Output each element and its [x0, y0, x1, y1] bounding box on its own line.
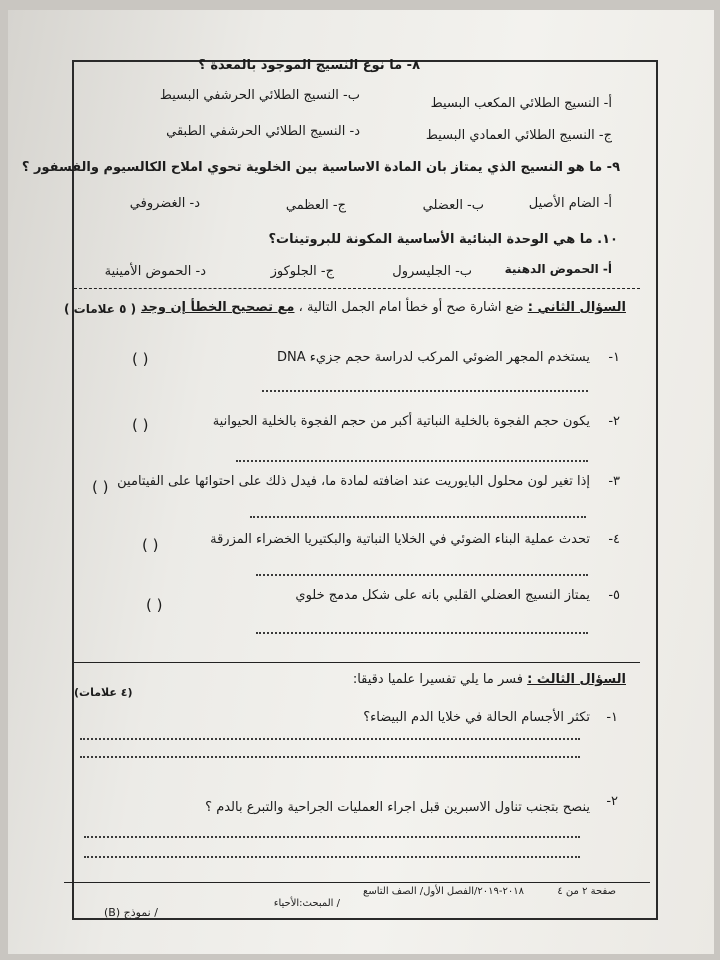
- q8-title: ٨- ما نوع النسيج الموجود بالمعدة ؟: [198, 58, 420, 73]
- q10-option-b: ب- الجليسرول: [392, 264, 472, 279]
- q8-option-d: د- النسيج الطلائي الحرشفي الطبقي: [166, 124, 360, 139]
- section2-instruction-bold: مع تصحيح الخطأ إن وجد: [140, 300, 295, 315]
- s2-item-3-correction-line[interactable]: [250, 516, 586, 518]
- footer-course-info: ٢٠١٨-٢٠١٩/الفصل الأول/ الصف التاسع: [363, 886, 524, 897]
- section2-heading: السؤال الثاني :: [527, 300, 626, 315]
- s3-item-2-text: ينصح بتجنب تناول الاسبرين قبل اجراء العمليات الجراحية والتبرع بالدم ؟: [205, 800, 590, 815]
- s2-item-4-num: ٤-: [608, 532, 620, 547]
- q10-option-c: ج- الجلوكوز: [270, 264, 334, 279]
- footer-model: / نموذج (B): [104, 906, 158, 919]
- s2-item-2-correction-line[interactable]: [236, 460, 588, 462]
- s3-item-2-answer-line-2[interactable]: [84, 856, 580, 858]
- section2-marks: ( ٥ علامات ): [64, 302, 137, 316]
- footer-divider: [64, 882, 650, 883]
- q9-option-b: ب- العضلي: [422, 198, 484, 213]
- s2-item-1-num: ١-: [608, 350, 620, 365]
- q8-option-b: ب- النسيج الطلائي الحرشفي البسيط: [159, 88, 360, 103]
- q10-title: ١٠. ما هي الوحدة البنائية الأساسية المكونة للبروتينات؟: [268, 232, 618, 247]
- section2-header: [141, 300, 626, 315]
- s3-item-1-answer-line-2[interactable]: [80, 756, 580, 758]
- footer-subject: / المبحث:الأحياء: [273, 898, 340, 909]
- s2-item-1-correction-line[interactable]: [262, 390, 588, 392]
- section3-heading: السؤال الثالث :: [527, 672, 626, 687]
- s3-item-1-num: ١-: [606, 710, 618, 725]
- section3-marks: (٤ علامات): [74, 686, 133, 699]
- s2-item-4-answer-box[interactable]: ( ): [142, 536, 159, 554]
- q9-option-d: د- الغضروفي: [129, 196, 200, 211]
- s3-item-2-num: ٢-: [606, 794, 618, 809]
- s2-item-5-num: ٥-: [608, 588, 620, 603]
- section3-instruction: فسر ما يلي تفسيرا علميا دقيقا:: [352, 672, 523, 687]
- s2-item-2-text: يكون حجم الفجوة بالخلية النباتية أكبر من حجم الفجوة بالخلية الحيوانية: [212, 414, 590, 429]
- s3-item-1-answer-line-1[interactable]: [80, 738, 580, 740]
- s2-item-4-correction-line[interactable]: [256, 574, 588, 576]
- s2-item-2-answer-box[interactable]: ( ): [132, 416, 149, 434]
- s2-item-3-num: ٣-: [608, 474, 620, 489]
- s2-item-5-correction-line[interactable]: [256, 632, 588, 634]
- footer-page-number: صفحة ٢ من ٤: [557, 886, 616, 897]
- s3-item-1-text: تكثر الأجسام الحالة في خلايا الدم البيضاء؟: [363, 710, 590, 725]
- q10-option-d: د- الحموض الأمينية: [104, 264, 206, 279]
- s2-item-5-answer-box[interactable]: ( ): [146, 596, 163, 614]
- q9-title: ٩- ما هو النسيج الذي يمتاز بان المادة الاساسية بين الخلوية تحوي املاح الكالسيوم والفسفور ؟: [21, 160, 620, 175]
- q9-option-c: ج- العظمي: [285, 198, 346, 213]
- q8-option-c: ج- النسيج الطلائي العمادي البسيط: [425, 128, 612, 143]
- s2-item-5-text: يمتاز النسيج العضلي القلبي بانه على شكل مدمج خلوي: [295, 588, 590, 603]
- q10-option-a: أ- الحموض الدهنية: [504, 262, 612, 276]
- s2-item-2-num: ٢-: [608, 414, 620, 429]
- s3-item-2-answer-line-1[interactable]: [84, 836, 580, 838]
- s2-item-1-text: يستخدم المجهر الضوئي المركب لدراسة حجم جزيء DNA: [277, 350, 590, 365]
- s2-item-4-text: تحدث عملية البناء الضوئي في الخلايا النباتية والبكتيريا الخضراء المزرقة: [210, 532, 590, 547]
- s2-item-3-answer-box[interactable]: ( ): [92, 478, 109, 496]
- section-divider: [74, 288, 640, 289]
- section-divider-2: [74, 662, 640, 663]
- section2-instruction: ضع اشارة صح أو خطأ امام الجمل التالية ،: [298, 300, 524, 315]
- q8-option-a: أ- النسيج الطلائي المكعب البسيط: [430, 96, 612, 111]
- s2-item-3-text: إذا تغير لون محلول البايوريت عند اضافته لمادة ما، فيدل ذلك على احتوائها على الفيتامين: [117, 474, 590, 489]
- page-frame: [72, 60, 658, 920]
- section3-header: [353, 672, 626, 687]
- s2-item-1-answer-box[interactable]: ( ): [132, 350, 149, 368]
- q9-option-a: أ- الضام الأصيل: [528, 196, 612, 211]
